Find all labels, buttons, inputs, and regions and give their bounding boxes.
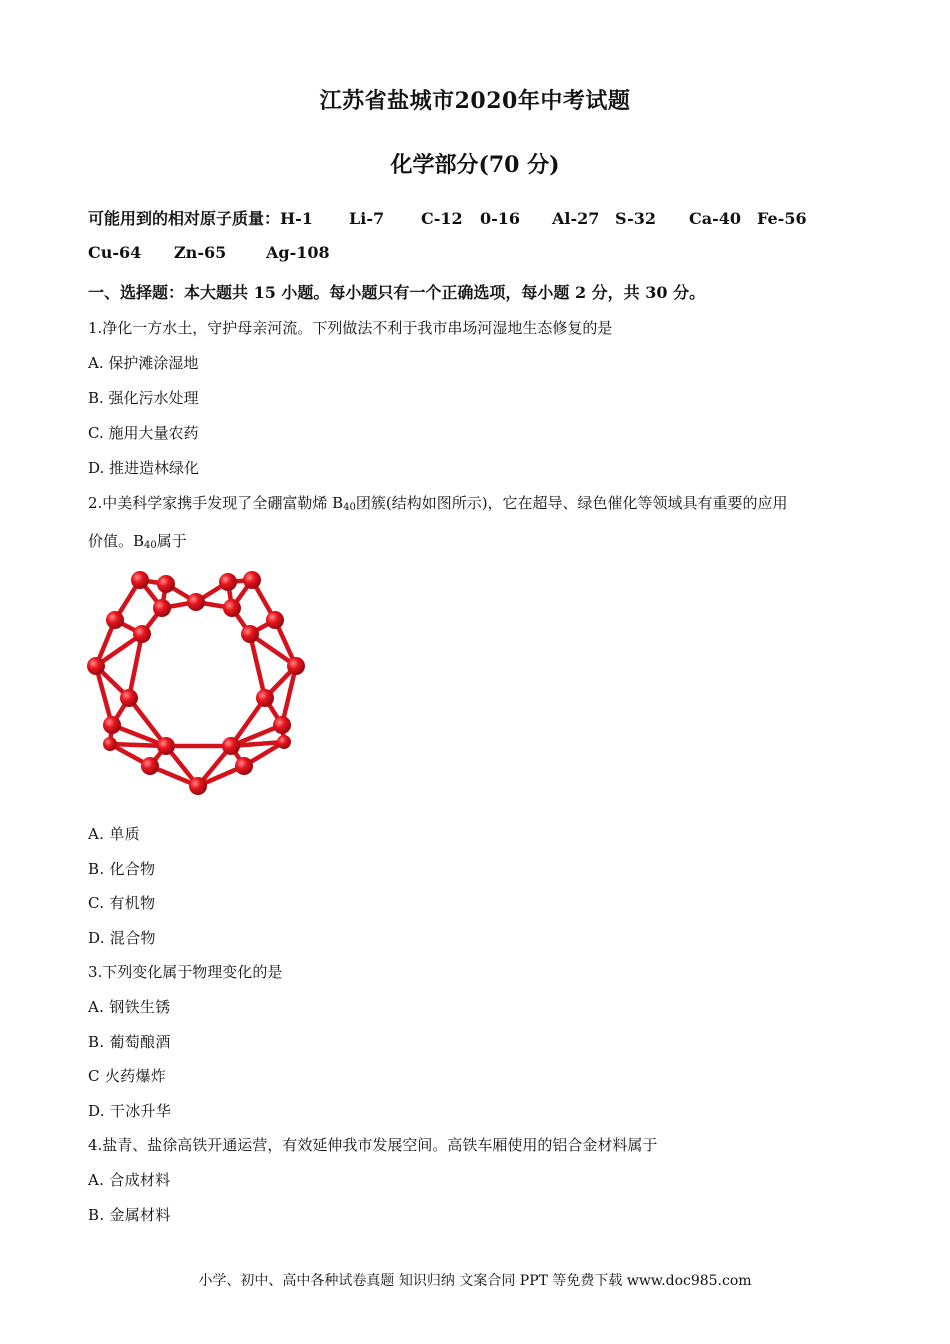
b40-atom: [219, 573, 237, 591]
question-2-option-a: A. 单质: [88, 825, 140, 843]
b40-atom: [157, 737, 175, 755]
mass-ca: Ca-40: [689, 209, 742, 228]
section-heading: 一、选择题：本大题共 15 小题。每小题只有一个正确选项，每小题 2 分，共 30 分。: [88, 283, 706, 302]
b40-atom: [277, 735, 291, 749]
question-3-option-d: D. 干冰升华: [88, 1102, 172, 1120]
atomic-masses-row-2: [88, 243, 330, 262]
b40-atom: [266, 611, 284, 629]
b40-atom: [157, 575, 175, 593]
b40-atom: [131, 571, 149, 589]
question-1-option-a: A. 保护滩涂湿地: [88, 354, 199, 372]
document-title: 江苏省盐城市2020年中考试题: [319, 88, 631, 114]
question-2-stem-line-2: [88, 530, 187, 551]
b40-atom: [241, 625, 259, 643]
b40-atom: [103, 737, 117, 751]
q2-stem-text-a: 2.中美科学家携手发现了全硼富勒烯 B: [88, 494, 344, 512]
question-4-stem: 4.盐青、盐徐高铁开通运营，有效延伸我市发展空间。高铁车厢使用的铝合金材料属于: [88, 1136, 658, 1154]
b40-atom: [187, 593, 205, 611]
mass-li: Li-7: [349, 209, 385, 228]
q2-stem-text-b: 团簇(结构如图所示)，它在超导、绿色催化等领域具有重要的应用: [355, 494, 788, 512]
mass-s: S-32: [615, 209, 657, 228]
b40-atom: [273, 716, 291, 734]
b40-atom: [256, 689, 274, 707]
question-4-option-a: A. 合成材料: [88, 1171, 171, 1189]
question-4-option-b: B. 金属材料: [88, 1206, 171, 1224]
mass-c: C-12: [421, 209, 463, 228]
b40-atom: [141, 757, 159, 775]
atomic-masses-row-1: [88, 206, 807, 229]
question-3-stem: 3.下列变化属于物理变化的是: [88, 963, 283, 981]
question-1-stem: 1.净化一方水土，守护母亲河流。下列做法不利于我市串场河湿地生态修复的是: [88, 319, 613, 337]
b40-atom: [222, 737, 240, 755]
b40-structure-figure: [82, 568, 312, 803]
question-1-option-c: C. 施用大量农药: [88, 424, 199, 442]
mass-fe: Fe-56: [757, 209, 807, 228]
question-2-stem-line-1: [88, 492, 788, 513]
question-3-option-a: A. 钢铁生锈: [88, 998, 171, 1016]
q2-stem-text-d: 属于: [156, 532, 187, 550]
mass-al: Al-27: [552, 209, 600, 228]
mass-o: 0-16: [480, 209, 521, 228]
b40-atom: [243, 571, 261, 589]
mass-h: H-1: [280, 209, 313, 228]
question-2-option-d: D. 混合物: [88, 929, 156, 947]
q2-stem-subscript-b: 40: [144, 540, 157, 551]
q2-stem-subscript-a: 40: [343, 502, 356, 513]
b40-atom: [133, 625, 151, 643]
b40-atom: [87, 657, 105, 675]
b40-atom: [287, 657, 305, 675]
question-3-option-b: B. 葡萄酿酒: [88, 1033, 171, 1051]
b40-atom: [153, 599, 171, 617]
question-2-option-b: B. 化合物: [88, 860, 156, 878]
question-3-option-c: C 火药爆炸: [88, 1067, 167, 1085]
b40-atom: [106, 611, 124, 629]
question-2-option-c: C. 有机物: [88, 894, 156, 912]
question-1-option-d: D. 推进造林绿化: [88, 459, 200, 477]
b40-atom: [189, 777, 207, 795]
atomic-masses-label: 可能用到的相对原子质量：: [88, 209, 281, 228]
mass-zn: Zn-65: [174, 243, 227, 262]
b40-atoms: [87, 571, 305, 795]
b40-atom: [223, 599, 241, 617]
b40-atom: [235, 757, 253, 775]
b40-atom: [103, 716, 121, 734]
mass-cu: Cu-64: [88, 243, 142, 262]
mass-ag: Ag-108: [266, 243, 330, 262]
document-subtitle: 化学部分(70 分): [390, 152, 560, 178]
b40-atom: [120, 689, 138, 707]
page-footer: 小学、初中、高中各种试卷真题 知识归纳 文案合同 PPT 等免费下载 www.doc985.com: [198, 1273, 752, 1289]
question-1-option-b: B. 强化污水处理: [88, 389, 199, 407]
q2-stem-text-c: 价值。B: [88, 532, 145, 550]
